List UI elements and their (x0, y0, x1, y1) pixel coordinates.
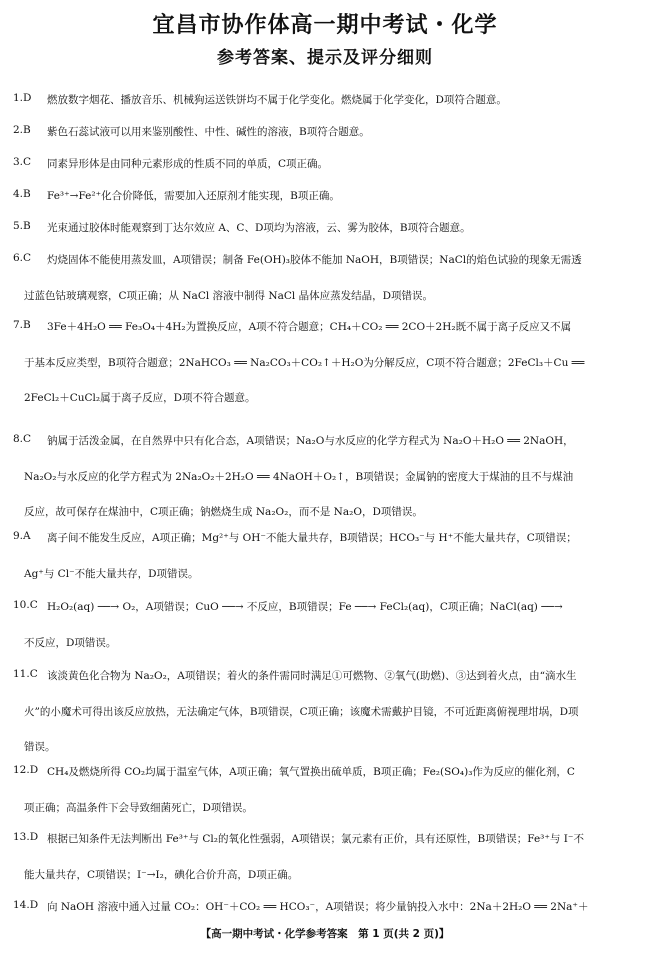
answer-line: Ag⁺与 Cl⁻不能大量共存，D项错误。 (24, 567, 199, 580)
answer-line: 同素异形体是由同种元素形成的性质不同的单质，C项正确。 (47, 158, 329, 170)
answer-number: 12.D (13, 764, 39, 776)
answer-number: 7.B (13, 319, 31, 331)
answer-line: H₂O₂(aq) ──→ O₂，A项错误；CuO ──→ 不反应，B项错误；Fe ──→ FeCl₂(aq)，C项正确；NaCl(aq) ──→ (47, 601, 563, 613)
answer-line: 燃放数字烟花、播放音乐、机械狗运送铁饼均不属于化学变化。燃烧属于化学变化，D项符合题意。 (47, 94, 507, 106)
answer-number: 4.B (13, 188, 31, 200)
answer-line: 于基本反应类型，B项符合题意；2NaHCO₃ ══ Na₂CO₃＋CO₂↑＋H₂O为分解反应，C项不符合题意；2FeCl₃＋Cu ══ (24, 356, 585, 369)
answer-line: CH₄及燃烧所得 CO₂均属于温室气体，A项正确；氧气置换出硫单质，B项正确；Fe₂(SO₄)₃作为反应的催化剂，C (47, 766, 575, 778)
answer-line: 灼烧固体不能使用蒸发皿，A项错误；制备 Fe(OH)₃胶体不能加 NaOH，B项错误；NaCl的焰色试验的现象无需透 (47, 254, 582, 266)
answer-line: 2FeCl₂＋CuCl₂属于离子反应，D项不符合题意。 (24, 392, 256, 404)
page-subtitle: 参考答案、提示及评分细则 (217, 48, 433, 68)
page-footer: 【高一期中考试・化学参考答案 第 1 页(共 2 页)】 (200, 928, 450, 940)
answer-number: 10.C (13, 599, 38, 611)
answer-line: 光束通过胶体时能观察到丁达尔效应 A、C、D项均为溶液，云、雾为胶体，B项符合题意。 (47, 222, 471, 234)
answer-number: 11.C (13, 668, 38, 680)
answer-number: 6.C (13, 252, 32, 264)
answer-line: 火”的小魔术可得出该反应放热，无法确定气体，B项错误，C项正确；该魔术需戴护目镜，不可近距离俯视理坩埚，D项 (24, 705, 579, 718)
answer-line: 该淡黄色化合物为 Na₂O₂，A项错误；着火的条件需同时满足①可燃物、②氧气(助燃)、③达到着火点，由“滴水生 (47, 670, 577, 682)
answer-number: 8.C (13, 433, 32, 445)
answer-number: 3.C (13, 156, 32, 168)
answer-line: Na₂O₂与水反应的化学方程式为 2Na₂O₂＋2H₂O ══ 4NaOH＋O₂↑，B项错误；金属钠的密度大于煤油的且不与煤油 (24, 470, 574, 483)
answer-number: 13.D (13, 831, 39, 843)
answer-line: 根据已知条件无法判断出 Fe³⁺与 Cl₂的氧化性强弱，A项错误；氯元素有正价，具有还原性，B项错误；Fe³⁺与 I⁻不 (47, 833, 584, 845)
answer-line: 向 NaOH 溶液中通入过量 CO₂：OH⁻＋CO₂ ══ HCO₃⁻，A项错误；将少量钠投入水中：2Na＋2H₂O ══ 2Na⁺＋ (47, 901, 589, 913)
answer-line: 钠属于活泼金属，在自然界中只有化合态，A项错误；Na₂O与水反应的化学方程式为 Na₂O＋H₂O ══ 2NaOH， (47, 435, 574, 447)
answer-number: 9.A (13, 530, 31, 542)
page-title: 宜昌市协作体高一期中考试・化学 (152, 13, 498, 38)
answer-line: 紫色石蕊试液可以用来鉴别酸性、中性、碱性的溶液，B项符合题意。 (47, 126, 370, 138)
answer-number: 14.D (13, 899, 39, 911)
answer-line: 离子间不能发生反应，A项正确；Mg²⁺与 OH⁻不能大量共存，B项错误；HCO₃⁻与 H⁺不能大量共存，C项错误； (47, 532, 577, 544)
answer-line: 反应，故可保存在煤油中，C项正确；钠燃烧生成 Na₂O₂，而不是 Na₂O，D项错误。 (24, 506, 423, 518)
answer-line: 3Fe＋4H₂O ══ Fe₃O₄＋4H₂为置换反应，A项不符合题意；CH₄＋CO₂ ══ 2CO＋2H₂既不属于离子反应又不属 (47, 321, 572, 333)
answer-line: 不反应，D项错误。 (24, 636, 117, 649)
answer-line: 能大量共存，C项错误；I⁻→I₂，碘化合价升高，D项正确。 (24, 868, 299, 881)
answer-number: 1.D (13, 92, 32, 104)
answer-number: 2.B (13, 124, 31, 136)
answer-line: 过蓝色钴玻璃观察，C项正确；从 NaCl 溶液中制得 NaCl 晶体应蒸发结晶，D项错误。 (24, 289, 433, 302)
answer-line: 项正确；高温条件下会导致细菌死亡，D项错误。 (24, 801, 253, 814)
answer-number: 5.B (13, 220, 31, 232)
answer-line: 错误。 (24, 741, 56, 753)
answer-line: Fe³⁺→Fe²⁺化合价降低，需要加入还原剂才能实现，B项正确。 (47, 190, 340, 202)
